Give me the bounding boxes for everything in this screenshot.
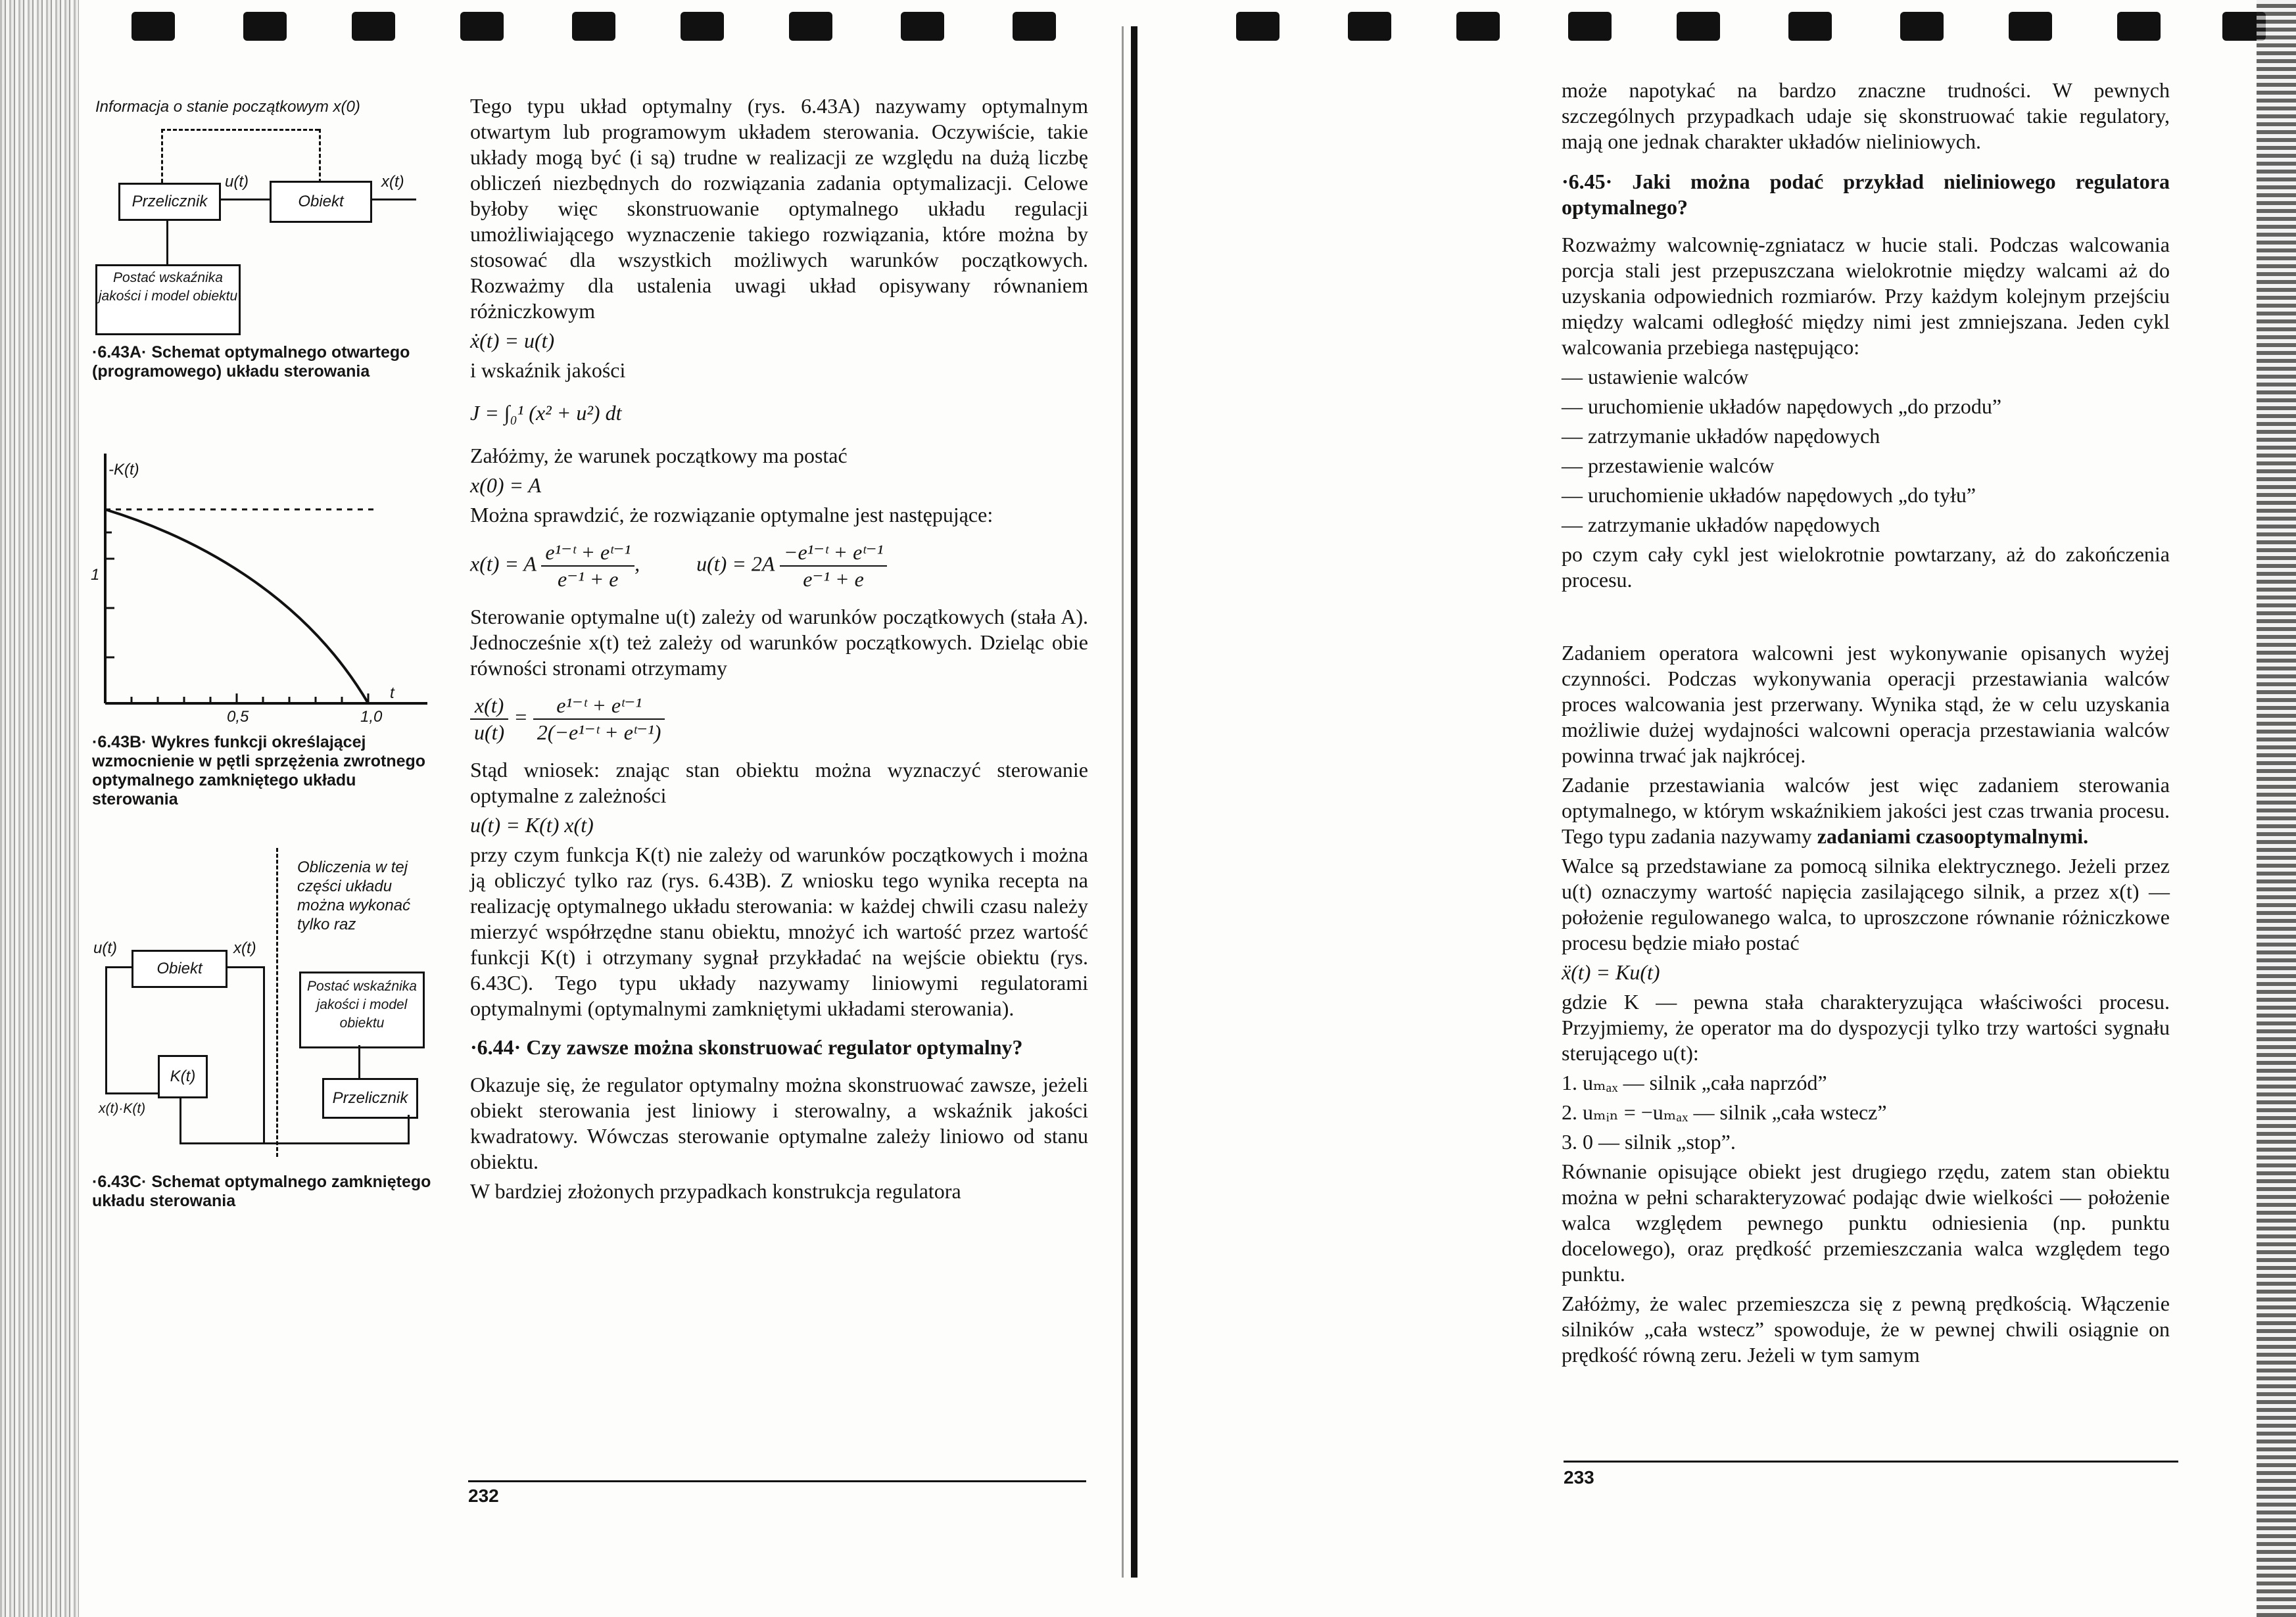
fig-c-note: Obliczenia w tej części układu można wykonać tylko raz bbox=[297, 858, 411, 933]
equation-solution: x(t) = A $\frac{\text{e¹⁻ᵗ + eᵗ⁻¹}}{\text{e⁻¹ + e}}$ , u(t) = 2A $\frac{\text{−e¹⁻ᵗ + eᵗ⁻¹}}{\text{e⁻¹ + e}}$ bbox=[470, 540, 1088, 592]
right-paragraph-9: Załóżmy, że walec przemieszcza się z pewną prędkością. Włączenie silników „cała wstecz” spowoduje, że w pewnej chwili osiągnie on prędkość równą zeru. Jeżeli w tym samym bbox=[1562, 1292, 2170, 1367]
left-paragraph-1: Tego typu układ optymalny (rys. 6.43A) nazywamy optymalnym otwartym lub programowym układem sterowania. Oczywiście, takie układy mogą być (i są) trudne w realizacji ze względu na dużą liczbę obliczeń niezbędnych do rozwiązania zadania optymalizacji. Celowe byłoby więc skonstruowanie optymalnego układu regulacji umożliwiającego wyznaczenie takiego rozwiązania, które można by stosować dla wszystkich możliwych warunków początkowych. Rozważmy dla ustalenia uwagi układ opisywany równaniem różniczkowym bbox=[470, 94, 1088, 323]
list-item: — ustawienie walców bbox=[1562, 365, 1749, 388]
right-paragraph-1: może napotykać na bardzo znaczne trudności. W pewnych szczególnych przypadkach udaje się skonstruować takie regulatory, mają one jednak charakter układów nieliniowych. bbox=[1562, 78, 2170, 153]
fig-c-k-box: K(t) bbox=[158, 1055, 208, 1098]
fig-a-postac-box: Postać wskaźnika jakości i model obiektu bbox=[95, 264, 241, 335]
book-gutter bbox=[1131, 26, 1137, 1578]
left-paragraph-8: Okazuje się, że regulator optymalny można skonstruować zawsze, jeżeli obiekt sterowania jest liniowy i sterowalny, a wskaźnik jakości kwadratowy. Wówczas sterowanie optymalne zależy liniowo od stanu obiektu. bbox=[470, 1073, 1088, 1173]
list-item: — zatrzymanie układów napędowych bbox=[1562, 424, 1880, 448]
right-paragraph-8: Równanie opisujące obiekt jest drugiego rzędu, zatem stan obiektu można w pełni scharakteryzować podając dwie wielkości — położenie walca względem pewnego punktu odniesienia (np. punktu docelowego), oraz prędkość przemieszczania walca względem tego punktu. bbox=[1562, 1160, 2170, 1286]
left-paragraph-9: W bardziej złożonych przypadkach konstrukcja regulatora bbox=[470, 1179, 961, 1203]
fig-c-caption: ·6.43C· Schemat optymalnego zamkniętego układu sterowania bbox=[92, 1173, 431, 1210]
right-paragraph-3: po czym cały cykl jest wielokrotnie powtarzany, aż do zakończenia procesu. bbox=[1562, 542, 2170, 592]
fig-c-signal-kx: x(t)·K(t) bbox=[99, 1101, 146, 1116]
control-options-list bbox=[1562, 1070, 2170, 1155]
fig-a-top-label: Informacja o stanie początkowym x(0) bbox=[95, 98, 360, 116]
fig-a-obiekt-box: Obiekt bbox=[270, 181, 372, 223]
scan-edge-right bbox=[2257, 0, 2296, 1617]
equation-motor: ẍ(t) = Ku(t) bbox=[1562, 960, 1660, 984]
rolling-cycle-list bbox=[1562, 364, 2170, 538]
right-paragraph-5: Zadanie przestawiania walców jest więc zadaniem sterowania optymalnego, w którym wskaźnikiem jakości jest czas trwania procesu. Tego typu zadania nazywamy zadaniami czasooptymalnymi. bbox=[1562, 773, 2170, 848]
fig-a-przelicznik-box: Przelicznik bbox=[118, 183, 221, 221]
fig-a-signal-u: u(t) bbox=[225, 173, 249, 191]
fig-a-signal-x: x(t) bbox=[381, 173, 404, 191]
fig-c-postac-box: Postać wskaźnika jakości i model obiektu bbox=[299, 972, 425, 1048]
list-item: — zatrzymanie układów napędowych bbox=[1562, 513, 1880, 536]
left-paragraph-3: Załóżmy, że warunek początkowy ma postać bbox=[470, 444, 848, 467]
fig-b-plot bbox=[92, 447, 434, 723]
left-paragraph-2: i wskaźnik jakości bbox=[470, 358, 626, 382]
list-item: — uruchomienie układów napędowych „do przodu” bbox=[1562, 394, 2002, 418]
right-paragraph-7: gdzie K — pewna stała charakteryzująca właściwości procesu. Przyjmiemy, że operator ma do dyspozycji tylko trzy wartości sygnału sterującego u(t): bbox=[1562, 990, 2170, 1065]
question-6-45: ·6.45· Jaki można podać przykład nieliniowego regulatora optymalnego? bbox=[1562, 170, 2170, 219]
fig-a-caption: ·6.43A· Schemat optymalnego otwartego (programowego) układu sterowania bbox=[92, 343, 410, 381]
question-6-44: ·6.44· Czy zawsze można skonstruować regulator optymalny? bbox=[470, 1035, 1023, 1059]
list-item: — przestawienie walców bbox=[1562, 454, 1775, 477]
fig-b-caption: ·6.43B· Wykres funkcji określającej wzmocnienie w pętli sprzężenia zwrotnego optymalnego zamkniętego układu sterowania bbox=[92, 733, 426, 808]
fig-c-signal-u: u(t) bbox=[93, 939, 117, 957]
right-paragraph-4: Zadaniem operatora walcowni jest wykonywanie opisanych wyżej czynności. Podczas wykonywania operacji przestawiania walców proces walcowania jest przerwany. Wynika stąd, że w celu uzyskania możliwie dużej wydajności walcowni operacja przestawiania walców powinna trwać jak najkrócej. bbox=[1562, 641, 2170, 767]
fig-b-ylabel: -K(t) bbox=[108, 461, 139, 479]
fig-b-tick-1: 1 bbox=[91, 566, 100, 584]
right-footer-rule bbox=[1564, 1461, 2178, 1463]
list-item: 1. uₘₐₓ — silnik „cała naprzód” bbox=[1562, 1071, 1827, 1094]
fig-b-tick-05: 0,5 bbox=[227, 708, 249, 726]
list-item: — uruchomienie układów napędowych „do tyłu” bbox=[1562, 483, 1976, 507]
right-paragraph-6: Walce są przedstawiane za pomocą silnika elektrycznego. Jeżeli przez u(t) oznaczymy wartość napięcia zasilającego silnik, a przez x(t) — położenie regulowanego walca, to uproszczone równanie różniczkowe procesu będzie miało postać bbox=[1562, 854, 2170, 954]
left-footer-rule bbox=[468, 1480, 1086, 1482]
left-paragraph-7: przy czym funkcja K(t) nie zależy od warunków początkowych i można ją obliczyć tylko raz (rys. 6.43B). Z wniosku tego wynika recepta na realizację optymalnego układu sterowania: w każdej chwili czasu należy mierzyć współrzędne stanu obiektu, mnożyć ich wartość przez wartość funkcji K(t) i otrzymany sygnał przykładać na wejście obiektu (rys. 6.43C). Tego typu układy nazywamy liniowymi regulatorami optymalnymi (optymalnymi zamkniętymi układami sterowania). bbox=[470, 843, 1088, 1020]
left-paragraph-6: Stąd wniosek: znając stan obiektu można wyznaczyć sterowanie optymalne z zależności bbox=[470, 758, 1088, 807]
equation-quality-index: J = ∫₀¹ (x² + u²) dt bbox=[470, 401, 622, 425]
right-page-number: 233 bbox=[1564, 1467, 1594, 1488]
fig-c-signal-x: x(t) bbox=[233, 939, 256, 957]
fig-b-curve bbox=[105, 509, 368, 703]
list-item: 2. uₘᵢₙ = −uₘₐₓ — silnik „cała wstecz” bbox=[1562, 1100, 1887, 1124]
equation-initial-condition: x(0) = A bbox=[470, 473, 542, 497]
equation-feedback-law: u(t) = K(t) x(t) bbox=[470, 813, 594, 837]
left-paragraph-5: Sterowanie optymalne u(t) zależy od warunków początkowych (stała A). Jednocześnie x(t) też zależy od warunków początkowych. Dzieląc obie równości stronami otrzymamy bbox=[470, 605, 1088, 680]
left-page-number: 232 bbox=[468, 1486, 499, 1506]
fig-c-obiekt-box: Obiekt bbox=[132, 950, 227, 988]
book-gutter-shadow bbox=[1122, 26, 1124, 1578]
right-page-text bbox=[1562, 78, 2170, 1372]
list-item: 3. 0 — silnik „stop”. bbox=[1562, 1130, 1736, 1154]
film-perforation-strip bbox=[0, 0, 2296, 46]
equation-state: ẋ(t) = u(t) bbox=[470, 329, 555, 352]
left-paragraph-4: Można sprawdzić, że rozwiązanie optymalne jest następujące: bbox=[470, 503, 993, 527]
right-paragraph-2: Rozważmy walcownię-zgniatacz w hucie stali. Podczas walcowania porcja stali jest przepuszczana wielokrotnie między walcami aż do uzyskania odpowiednich rozmiarów. Przy każdym kolejnym przejściu między walcami odległość między nimi jest zmniejszana. Jeden cykl walcowania przebiega następująco: bbox=[1562, 233, 2170, 359]
fig-b-tick-10: 1,0 bbox=[360, 708, 383, 726]
fig-c-przelicznik-box: Przelicznik bbox=[322, 1078, 418, 1119]
left-page-text bbox=[470, 93, 1088, 1208]
scan-edge-left bbox=[0, 0, 79, 1617]
fig-b-xlabel: t bbox=[390, 684, 395, 702]
equation-ratio: $\frac{x(t)}{u(t)}$ = $\frac{\text{e¹⁻ᵗ + eᵗ⁻¹}}{\text{2(−e¹⁻ᵗ + eᵗ⁻¹)}}$ bbox=[470, 693, 1088, 745]
